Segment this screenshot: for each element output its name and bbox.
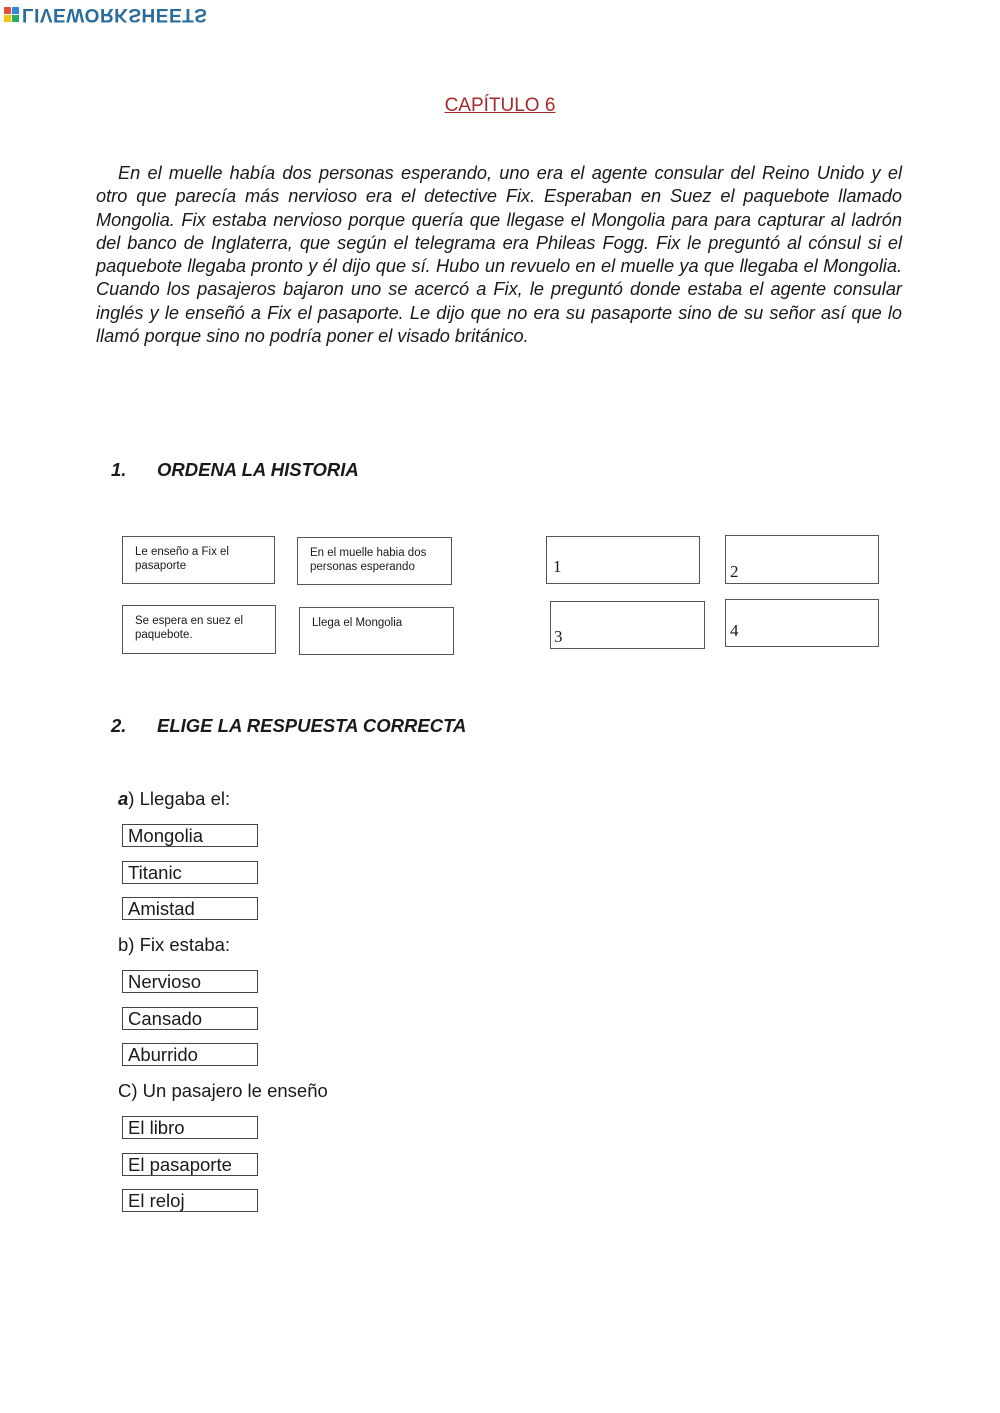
order-slot-4[interactable] (725, 599, 879, 647)
logo-square (12, 7, 19, 14)
answer-option[interactable]: Aburrido (122, 1043, 258, 1066)
story-paragraph: En el muelle había dos personas esperando, uno era el agente consular del Reino Unido y el otro que parecía más nervioso era el detective Fix. Esperaban en Suez el paquebote llamado Mongolia. Fix estaba nervioso porque quería que llegase el Mongolia para para capturar al ladrón del banco de Inglaterra, que según el telegrama era Phileas Fogg. Fix le preguntó al cónsul si el paquebote llegaba pronto y él dijo que sí. Hubo un revuelo en el muelle ya que llegaba el Mongolia. Cuando los pasajeros bajaron uno se acercó a Fix, le preguntó donde estaba el agente consular inglés y le enseñó a Fix el pasaporte. Le dijo que no era su pasaporte sino de su señor así que lo llamó porque sino no podría poner el visado británico. (96, 163, 902, 347)
question-b (118, 934, 230, 956)
order-slot-number: 3 (554, 627, 563, 646)
story-card[interactable] (122, 536, 275, 584)
story-card[interactable] (299, 607, 454, 655)
answer-option[interactable]: Nervioso (122, 970, 258, 993)
logo-text: LIVEWORKSHEETS (22, 3, 208, 25)
story-card-text: Le enseño a Fix el pasaporte (135, 546, 229, 572)
section-1-number: 1. (111, 459, 127, 480)
question-text: ) Llegaba el: (128, 788, 231, 809)
logo-square (12, 15, 19, 22)
question-c (118, 1080, 328, 1102)
order-slot-2[interactable] (725, 535, 879, 584)
story-card-text: En el muelle habia dos personas esperando (310, 547, 427, 573)
order-slot-number: 4 (730, 621, 739, 640)
answer-option[interactable]: Mongolia (122, 824, 258, 847)
order-slot-number: 1 (553, 557, 562, 576)
question-text: b) Fix estaba: (118, 934, 231, 955)
liveworksheets-logo (4, 3, 207, 25)
logo-squares-icon (4, 7, 19, 22)
answer-option[interactable]: Cansado (122, 1007, 258, 1030)
story-card[interactable] (297, 537, 452, 585)
question-text: C) Un pasajero le enseño (118, 1080, 328, 1101)
story-card-text: Se espera en suez el paquebote. (135, 615, 244, 641)
question-letter: a (118, 788, 129, 809)
order-slot-number: 2 (730, 562, 739, 581)
section-2-title: ELIGE LA RESPUESTA CORRECTA (157, 715, 467, 736)
answer-option[interactable]: Titanic (122, 861, 258, 884)
answer-option[interactable]: El pasaporte (122, 1153, 258, 1176)
question-a (118, 788, 230, 810)
order-slot-3[interactable] (550, 601, 705, 649)
section-2-number: 2. (111, 715, 127, 736)
section-1-heading (111, 459, 359, 481)
answer-option[interactable]: El reloj (122, 1189, 258, 1212)
story-card-text: Llega el Mongolia (312, 617, 403, 629)
answer-option[interactable]: El libro (122, 1116, 258, 1139)
section-1-title: ORDENA LA HISTORIA (157, 459, 359, 480)
logo-square (4, 7, 11, 14)
chapter-title: CAPÍTULO 6 (444, 95, 556, 116)
answer-option[interactable]: Amistad (122, 897, 258, 920)
story-card[interactable] (122, 605, 276, 654)
section-2-heading (111, 715, 466, 737)
logo-square (4, 15, 11, 22)
order-slot-1[interactable] (546, 536, 700, 584)
